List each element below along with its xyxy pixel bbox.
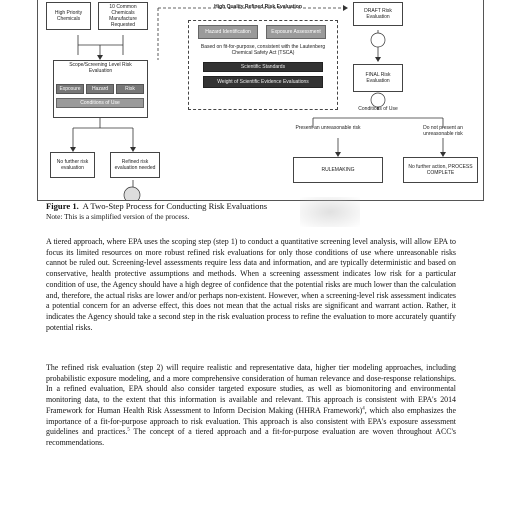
footnote-5: 5 [127,427,130,433]
hazard-identification-box: Hazard Identification [198,25,258,39]
high-priority-box: High Priority Chemicals [46,2,91,30]
draft-evaluation-box: DRAFT Risk Evaluation [353,2,403,26]
footnote-4: 4 [362,406,365,412]
final-evaluation-box: FINAL Risk Evaluation [353,64,403,92]
figure-label: Figure 1. [46,201,79,211]
figure-caption [46,201,267,211]
scientific-standards-box: Scientific Standards [203,62,323,72]
paragraph-refined-evaluation [46,363,456,449]
figure-note: Note: This is a simplified version of the process. [46,212,190,221]
refined-note: Based on fit-for-purpose, consistent with the Lautenberg Chemical Safety Act (TSCA) [200,44,326,56]
figure-title: A Two-Step Process for Conducting Risk Evaluations [82,201,268,211]
screening-hazard: Hazard [86,84,114,94]
paragraph-refined-text-b: , which also emphasizes the importance of a fit-for-purpose approach to risk evaluation. This approach is also consistent with EPA's exposure assessment guidelines and practices. [46,405,456,437]
refined-evaluation-header: High Quality Refined Risk Evaluation [214,4,302,10]
no-further-evaluation-box: No further risk evaluation [50,152,95,178]
manufacturer-request-box: 10 Common Chemicals Manufacture Requested [98,2,148,30]
paragraph-refined-text-a: The refined risk evaluation (step 2) will require realistic and representative data, higher tier modeling approaches, including probabilistic exposure modeling, and a more comprehensive consideration of human relevance and dose-response relationships. In a refined evaluation, EPA should also consider targeted exposure studies, as well as biomonitoring and environmental monitoring data, to the extent that this information is available and relevant. This approach is consistent with EPA's 2014 Framework for Human Health Risk Assessment to Inform Decision Making (HHRA Framework) [46,363,456,415]
process-diagram [37,0,484,201]
process-complete-box: No further action, PROCESS COMPLETE [403,157,478,183]
unreasonable-risk-label: Present an unreasonable risk [295,125,361,131]
rulemaking-box: RULEMAKING [293,157,383,183]
exposure-assessment-box: Exposure Assessment [266,25,326,39]
screening-conditions: Conditions of Use [56,98,144,108]
weight-of-evidence-box: Weight of Scientific Evidence Evaluations [203,76,323,88]
refined-needed-box: Refined risk evaluation needed [110,152,160,178]
conditions-of-use-label: Conditions of Use [358,106,398,112]
scan-smudge [300,197,360,227]
screening-exposure: Exposure [56,84,84,94]
screening-title: Scope/Screening Level Risk Evaluation [69,62,132,74]
no-unreasonable-risk-label: Do not present an unreasonable risk [423,125,463,137]
paragraph-refined-text-c: The concept of a tiered approach and a fit-for-purpose evaluation are woven throughout ACC's recommendations. [46,427,456,447]
screening-risk: Risk [116,84,144,94]
paragraph-tiered-approach: A tiered approach, where EPA uses the scoping step (step 1) to conduct a quantitative screening level analysis, will allow EPA to focus its limited resources on more robust refined risk evaluations for only those conditions of use where unreasonable risks cannot be ruled out. Screening-level assessments require less data and information, and are typically deterministic and based on conservative, health protective assumptions and methods. When a screening assessment indicates low risk for a particular condition of use, the Agency should have a high degree of confidence that the potential risks are much lower than the calculation and, therefore, the actual risks are lower and/or perhaps non-existent. However, when a screening-level risk assessment indicates a potential concern for an adverse effect, this does not mean that the actual risks are significant and warrant action. Rather, it indicates the Agency should take a second step in the risk evaluation process to refine the evaluation to more accurately quantify potential risks. [46,237,456,332]
